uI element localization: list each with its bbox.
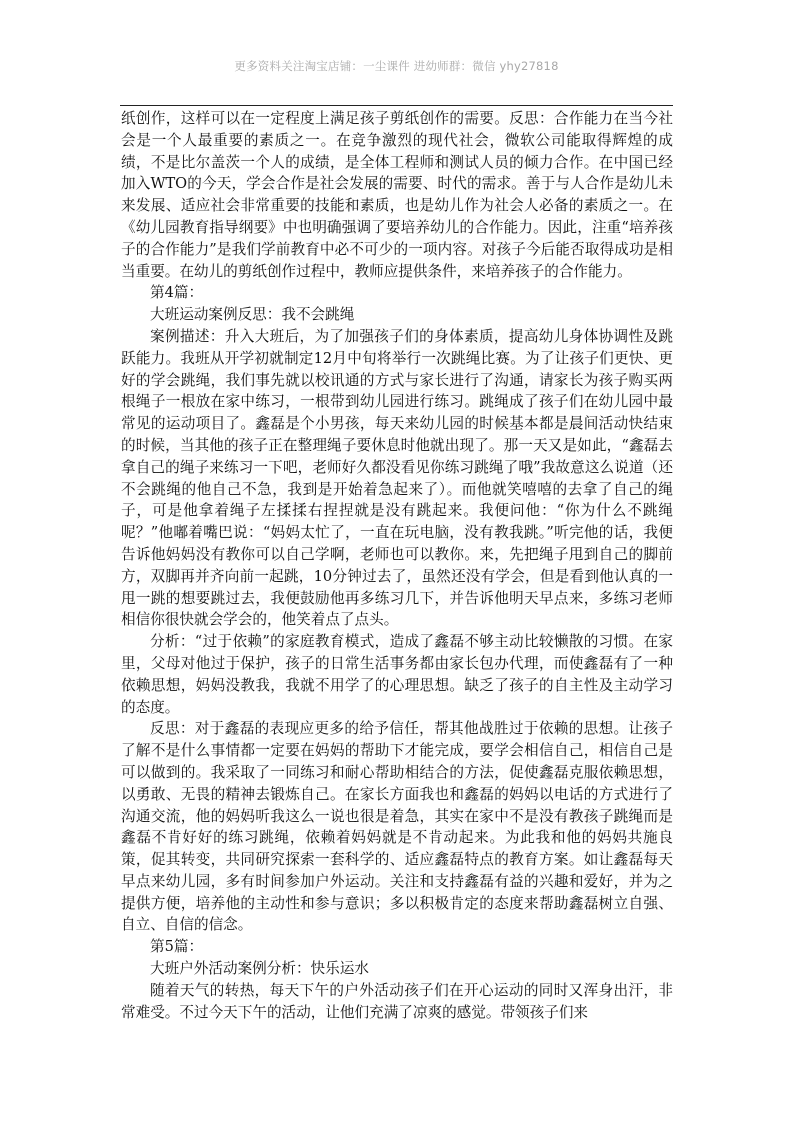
header-divider (120, 105, 673, 106)
section-heading-5: 第5篇： (150, 938, 204, 956)
case-title-water-carry: 大班户外活动案例分析：快乐运水 (150, 960, 369, 978)
document-body (121, 108, 673, 1023)
case-title-jump-rope: 大班运动案例反思：我不会跳绳 (150, 306, 355, 324)
paragraph-analysis: 分析：“过于依赖”的家庭教育模式，造成了鑫磊不够主动比较懒散的习惯。在家里，父母对他过于保护，孩子的日常生活事务都由家长包办代理，而使鑫磊有了一种依赖思想，妈妈没教我，我就不用学了的心理思想。缺乏了孩子的自主性及主动学习的态度。 (121, 633, 673, 716)
page-header-watermark: 更多资料关注淘宝店铺：一尘课件 进幼师群：微信 yhy27818 (234, 59, 559, 73)
section-heading-4: 第4篇： (150, 284, 204, 302)
paragraph-cutting-reflection: 纸创作，这样可以在一定程度上满足孩子剪纸创作的需要。反思：合作能力在当今社会是一个人最重要的素质之一。在竞争激烈的现代社会，微软公司能取得辉煌的成绩，不是比尔盖茨一个人的成绩，是全体工程师和测试人员的倾力合作。在中国已经加入WTO的今天，学会合作是社会发展的需要、时代的需求。善于与人合作是幼儿未来发展、适应社会非常重要的技能和素质，也是幼儿作为社会人必备的素质之一。在《幼儿园教育指导纲要》中也明确强调了要培养幼儿的合作能力。因此，注重“培养孩子的合作能力”是我们学前教育中必不可少的一项内容。对孩子今后能否取得成功是相当重要。在幼儿的剪纸创作过程中，教师应提供条件，来培养孩子的合作能力。 (121, 110, 673, 280)
paragraph-outdoor-activity: 随着天气的转热，每天下午的户外活动孩子们在开心运动的同时又浑身出汗，非常难受。不过今天下午的活动，让他们充满了凉爽的感觉。带领孩子们来 (121, 981, 673, 1021)
paragraph-reflection: 反思：对于鑫磊的表现应更多的给予信任，帮其他战胜过于依赖的思想。让孩子了解不是什么事情都一定要在妈妈的帮助下才能完成，要学会相信自己，相信自己是可以做到的。我采取了一同练习和耐心帮助相结合的方法，促使鑫磊克服依赖思想，以勇敢、无畏的精神去锻炼自己。在家长方面我也和鑫磊的妈妈以电话的方式进行了沟通交流，他的妈妈听我这么一说也很是着急，其实在家中不是没有教孩子跳绳而是鑫磊不肯好好的练习跳绳，依赖着妈妈就是不肯动起来。为此我和他的妈妈共施良策，促其转变，共同研究探索一套科学的、适应鑫磊特点的教育方案。如让鑫磊每天早点来幼儿园，多有时间参加户外运动。关注和支持鑫磊有益的兴趣和爱好，并为之提供方便，培养他的主动性和参与意识；多以积极肯定的态度来帮助鑫磊树立自强、自立、自信的信念。 (121, 720, 673, 934)
paragraph-case-description: 案例描述：升入大班后，为了加强孩子们的身体素质，提高幼儿身体协调性及跳跃能力。我班从开学初就制定12月中旬将举行一次跳绳比赛。为了让孩子们更快、更好的学会跳绳，我们事先就以校讯通的方式与家长进行了沟通，请家长为孩子购买两根绳子一根放在家中练习，一根带到幼儿园进行练习。跳绳成了孩子们在幼儿园中最常见的运动项目了。鑫磊是个小男孩，每天来幼儿园的时候基本都是晨间活动快结束的时候，当其他的孩子正在整理绳子要休息时他就出现了。那一天又是如此，“鑫磊去拿自己的绳子来练习一下吧，老师好久都没看见你练习跳绳了哦”我故意这么说道（还不会跳绳的他自己不急，我到是开始着急起来了）。而他就笑嘻嘻的去拿了自己的绳子，可是他拿着绳子左揉揉右捏捏就是没有跳起来。我便问他：“你为什么不跳绳呢？”他嘟着嘴巴说：“妈妈太忙了，一直在玩电脑，没有教我跳。”听完他的话，我便告诉他妈妈没有教你可以自己学啊，老师也可以教你。来，先把绳子甩到自己的脚前方，双脚再并齐向前一起跳，10分钟过去了，虽然还没有学会，但是看到他认真的一甩一跳的想要跳过去，我便鼓励他再多练习几下，并告诉他明天早点来，多练习老师相信你很快就会学会的，他笑着点了点头。 (121, 327, 673, 629)
